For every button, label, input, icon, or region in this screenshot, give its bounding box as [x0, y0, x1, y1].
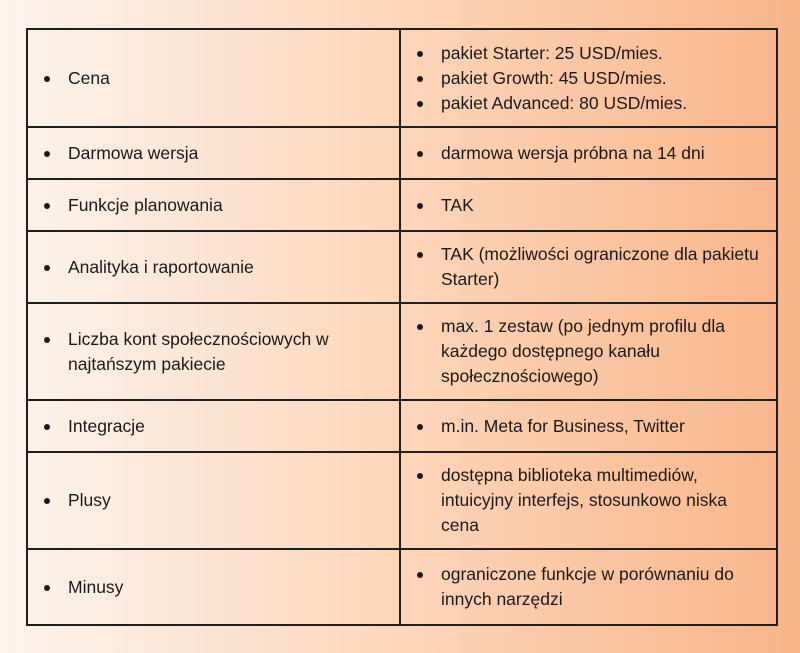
- row-value-cell: [400, 549, 777, 625]
- comparison-table: [26, 28, 778, 626]
- row-label-cell: [27, 179, 400, 231]
- row-label: Minusy: [68, 575, 399, 600]
- table-row: [27, 303, 777, 400]
- row-label-cell: [27, 452, 400, 549]
- row-label: Liczba kont społecznościowych w najtańszym pakiecie: [68, 327, 399, 377]
- row-value-cell: [400, 127, 777, 179]
- row-value: ograniczone funkcje w porównaniu do innych narzędzi: [441, 562, 762, 612]
- row-label-cell: [27, 400, 400, 452]
- row-value-cell: [400, 303, 777, 400]
- row-label-cell: [27, 127, 400, 179]
- row-label: Cena: [68, 66, 399, 91]
- row-value-cell: [400, 400, 777, 452]
- row-label: Analityka i raportowanie: [68, 255, 399, 280]
- row-label-cell: [27, 549, 400, 625]
- row-value-cell: [400, 231, 777, 303]
- table-row: [27, 179, 777, 231]
- row-label-cell: [27, 231, 400, 303]
- table-row: [27, 127, 777, 179]
- row-value-cell: [400, 29, 777, 127]
- table-row: [27, 231, 777, 303]
- row-value: dostępna biblioteka multimediów, intuicyjny interfejs, stosunkowo niska cena: [441, 463, 762, 538]
- row-value: TAK: [441, 193, 762, 218]
- row-value: pakiet Starter: 25 USD/mies.: [441, 41, 762, 66]
- row-label-cell: [27, 303, 400, 400]
- table-row: [27, 549, 777, 625]
- row-value: pakiet Advanced: 80 USD/mies.: [441, 91, 762, 116]
- row-value: max. 1 zestaw (po jednym profilu dla każdego dostępnego kanału społecznościowego): [441, 314, 762, 389]
- row-value: pakiet Growth: 45 USD/mies.: [441, 66, 762, 91]
- row-value: m.in. Meta for Business, Twitter: [441, 414, 762, 439]
- row-value-cell: [400, 179, 777, 231]
- row-label: Integracje: [68, 414, 399, 439]
- table-row: [27, 400, 777, 452]
- row-label: Funkcje planowania: [68, 193, 399, 218]
- row-label-cell: [27, 29, 400, 127]
- table-row: [27, 29, 777, 127]
- row-label: Darmowa wersja: [68, 141, 399, 166]
- row-value-cell: [400, 452, 777, 549]
- row-value: TAK (możliwości ograniczone dla pakietu Starter): [441, 242, 762, 292]
- row-value: darmowa wersja próbna na 14 dni: [441, 141, 762, 166]
- table-row: [27, 452, 777, 549]
- row-label: Plusy: [68, 488, 399, 513]
